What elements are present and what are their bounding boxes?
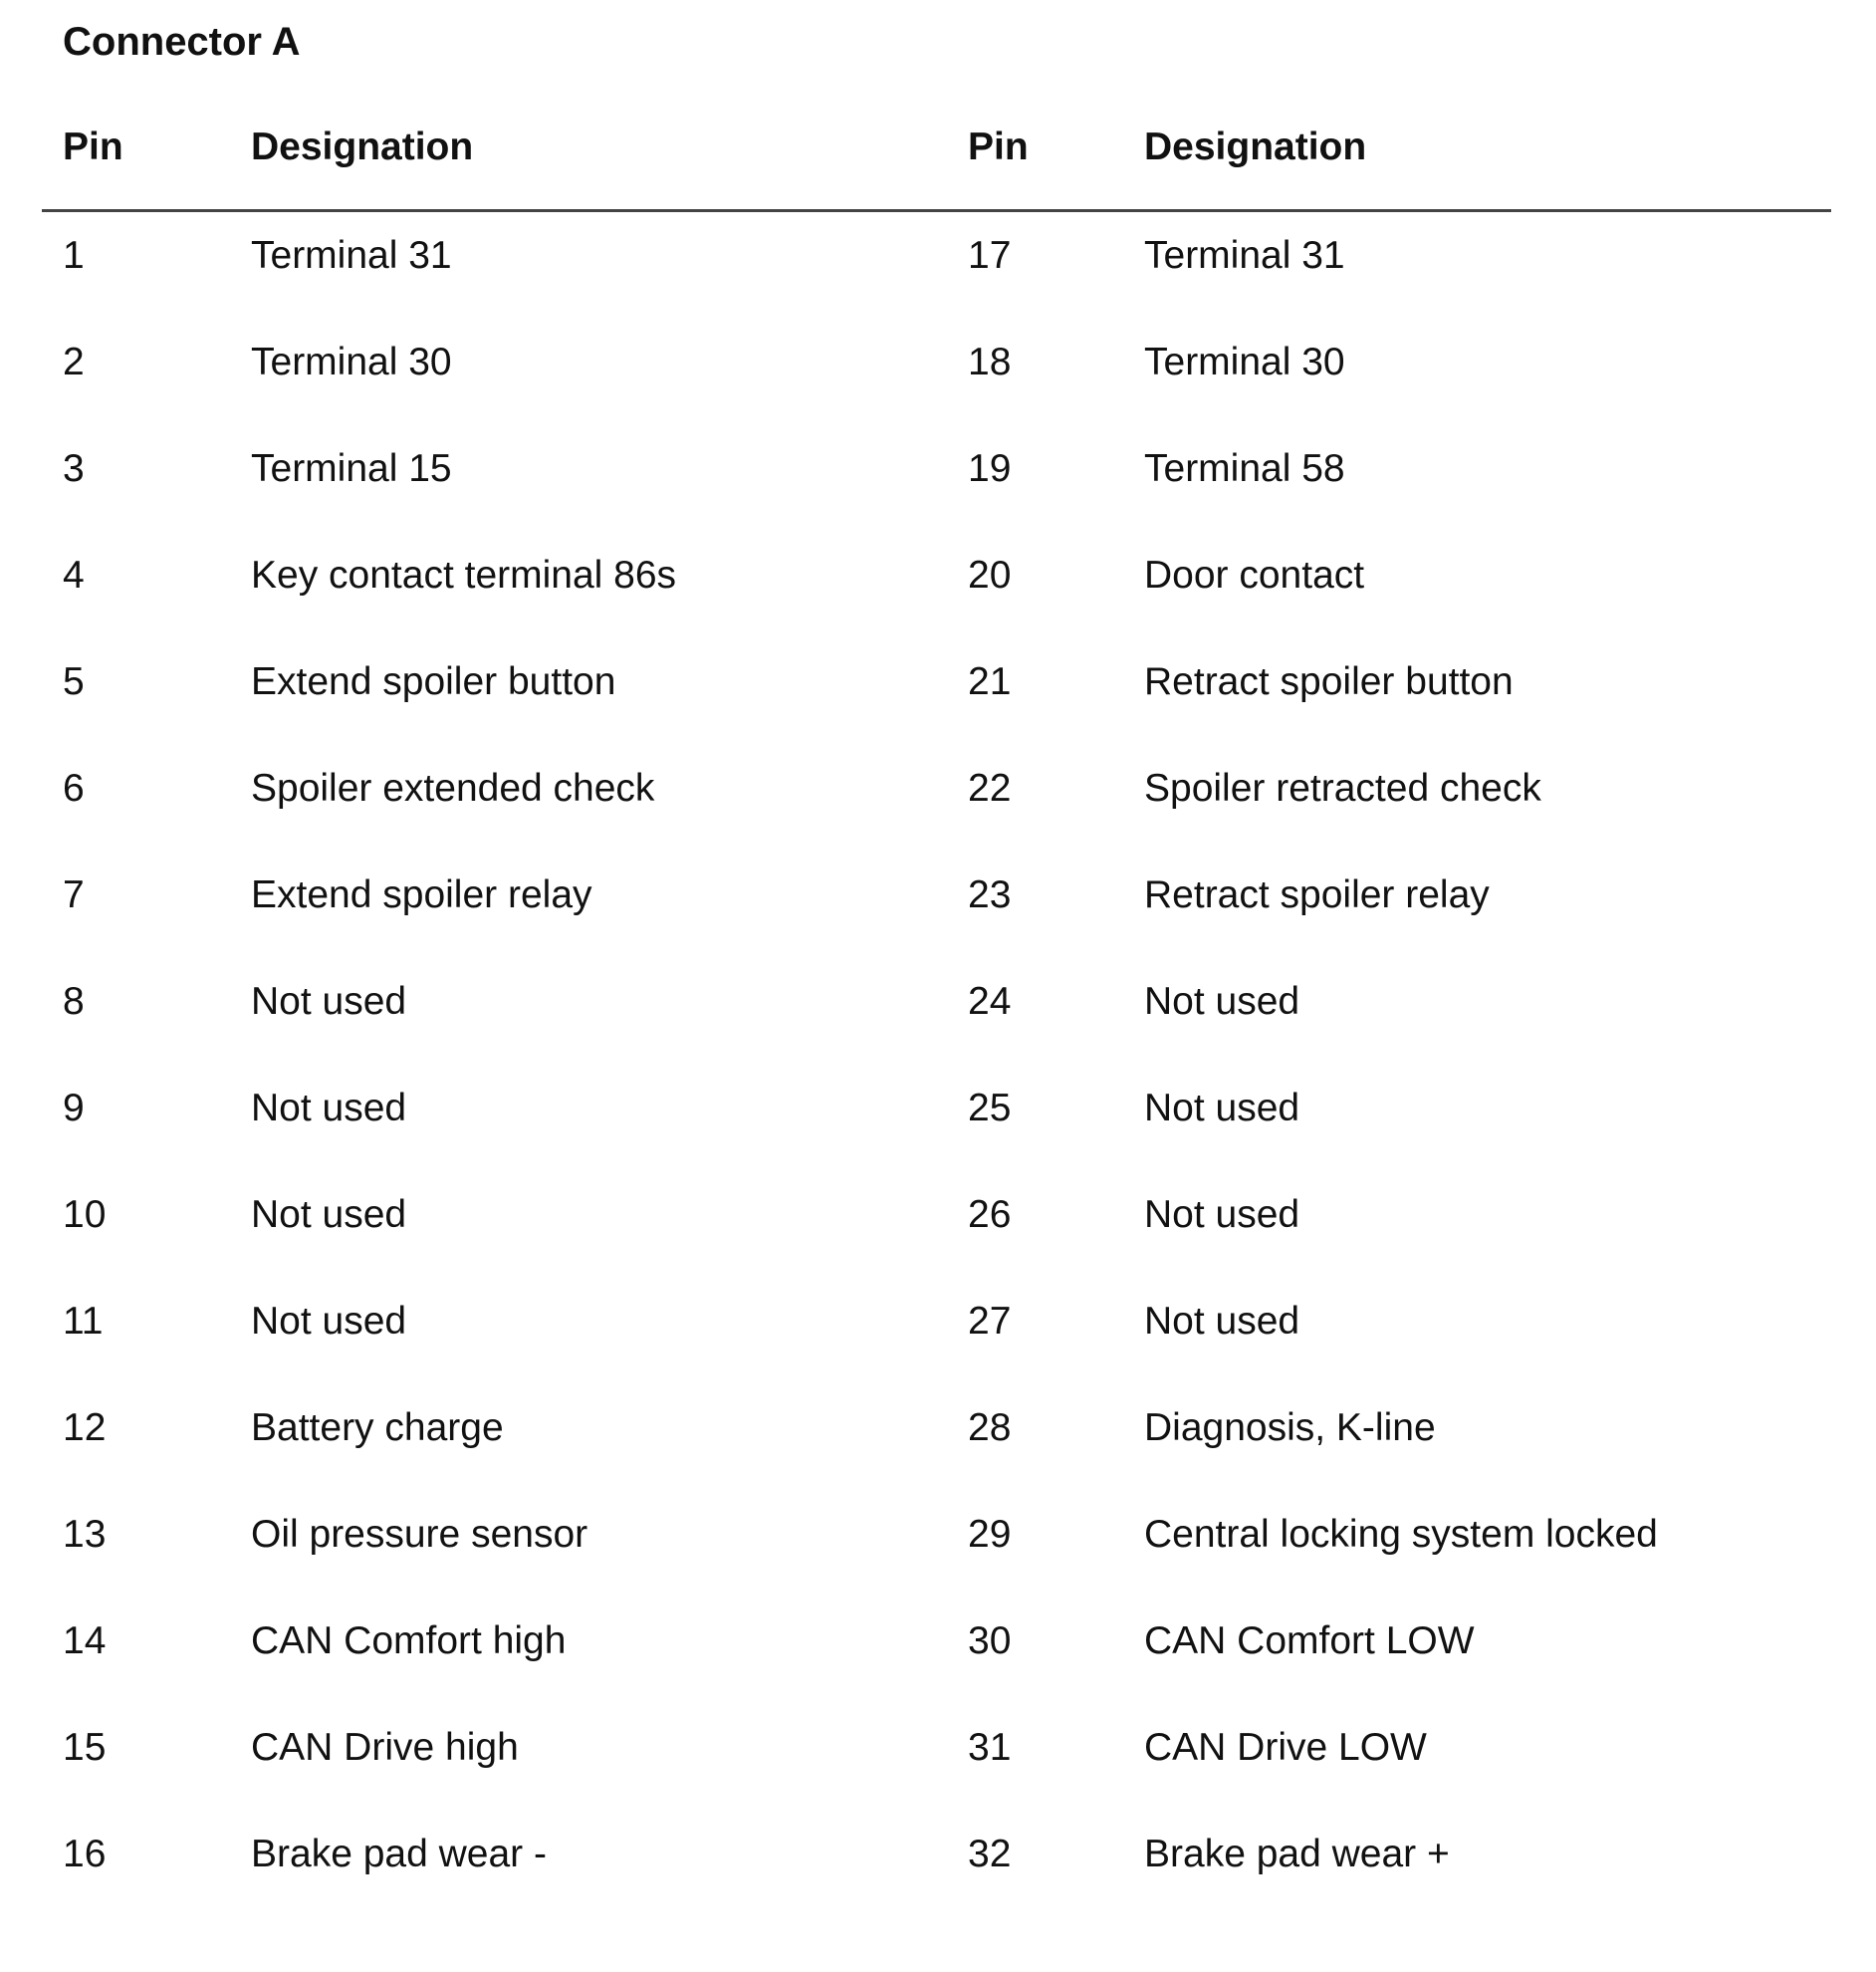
designation-left-cell: Extend spoiler button [251,660,616,703]
header-pin-left: Pin [63,125,123,168]
designation-right-cell: Not used [1144,1193,1300,1236]
pin-left-cell: 15 [63,1726,107,1769]
designation-right-cell: Not used [1144,1087,1300,1129]
header-divider [42,209,1831,212]
pin-right-cell: 17 [968,234,1012,277]
header-designation-left: Designation [251,125,474,168]
designation-right-cell: Not used [1144,980,1300,1023]
pin-right-cell: 24 [968,980,1012,1023]
pin-left-cell: 1 [63,234,85,277]
pin-left-cell: 13 [63,1513,107,1556]
pin-left-cell: 10 [63,1193,107,1236]
pin-right-cell: 21 [968,660,1012,703]
designation-left-cell: Not used [251,1300,407,1343]
pin-right-cell: 27 [968,1300,1012,1343]
designation-right-cell: Not used [1144,1300,1300,1343]
designation-right-cell: Terminal 30 [1144,341,1345,383]
designation-left-cell: Not used [251,980,407,1023]
pin-left-cell: 3 [63,447,85,490]
designation-right-cell: Terminal 58 [1144,447,1345,490]
header-designation-right: Designation [1144,125,1367,168]
designation-right-cell: CAN Comfort LOW [1144,1619,1475,1662]
designation-left-cell: CAN Drive high [251,1726,519,1769]
designation-right-cell: Terminal 31 [1144,234,1345,277]
pin-left-cell: 2 [63,341,85,383]
pin-left-cell: 6 [63,767,85,810]
pin-right-cell: 25 [968,1087,1012,1129]
pin-right-cell: 19 [968,447,1012,490]
pin-left-cell: 5 [63,660,85,703]
designation-right-cell: Retract spoiler relay [1144,873,1490,916]
page-title: Connector A [63,20,301,64]
pin-right-cell: 18 [968,341,1012,383]
pin-right-cell: 30 [968,1619,1012,1662]
designation-left-cell: Terminal 31 [251,234,452,277]
pin-left-cell: 9 [63,1087,85,1129]
pin-right-cell: 31 [968,1726,1012,1769]
pin-right-cell: 29 [968,1513,1012,1556]
pin-right-cell: 26 [968,1193,1012,1236]
pin-left-cell: 16 [63,1833,107,1875]
pin-left-cell: 8 [63,980,85,1023]
designation-left-cell: Terminal 15 [251,447,452,490]
pin-right-cell: 22 [968,767,1012,810]
pin-left-cell: 7 [63,873,85,916]
designation-right-cell: Retract spoiler button [1144,660,1514,703]
designation-left-cell: CAN Comfort high [251,1619,567,1662]
pin-right-cell: 32 [968,1833,1012,1875]
designation-left-cell: Battery charge [251,1406,504,1449]
designation-right-cell: Diagnosis, K-line [1144,1406,1436,1449]
designation-right-cell: CAN Drive LOW [1144,1726,1427,1769]
designation-left-cell: Key contact terminal 86s [251,554,677,597]
pin-right-cell: 23 [968,873,1012,916]
designation-left-cell: Oil pressure sensor [251,1513,588,1556]
pin-right-cell: 28 [968,1406,1012,1449]
designation-left-cell: Not used [251,1087,407,1129]
pin-left-cell: 12 [63,1406,107,1449]
designation-left-cell: Not used [251,1193,407,1236]
designation-right-cell: Spoiler retracted check [1144,767,1541,810]
pin-left-cell: 14 [63,1619,107,1662]
pin-left-cell: 11 [63,1300,104,1343]
designation-right-cell: Door contact [1144,554,1365,597]
designation-left-cell: Spoiler extended check [251,767,655,810]
designation-left-cell: Terminal 30 [251,341,452,383]
designation-left-cell: Brake pad wear - [251,1833,547,1875]
designation-right-cell: Brake pad wear + [1144,1833,1450,1875]
pin-right-cell: 20 [968,554,1012,597]
pin-left-cell: 4 [63,554,85,597]
designation-right-cell: Central locking system locked [1144,1513,1658,1556]
designation-left-cell: Extend spoiler relay [251,873,592,916]
header-pin-right: Pin [968,125,1029,168]
